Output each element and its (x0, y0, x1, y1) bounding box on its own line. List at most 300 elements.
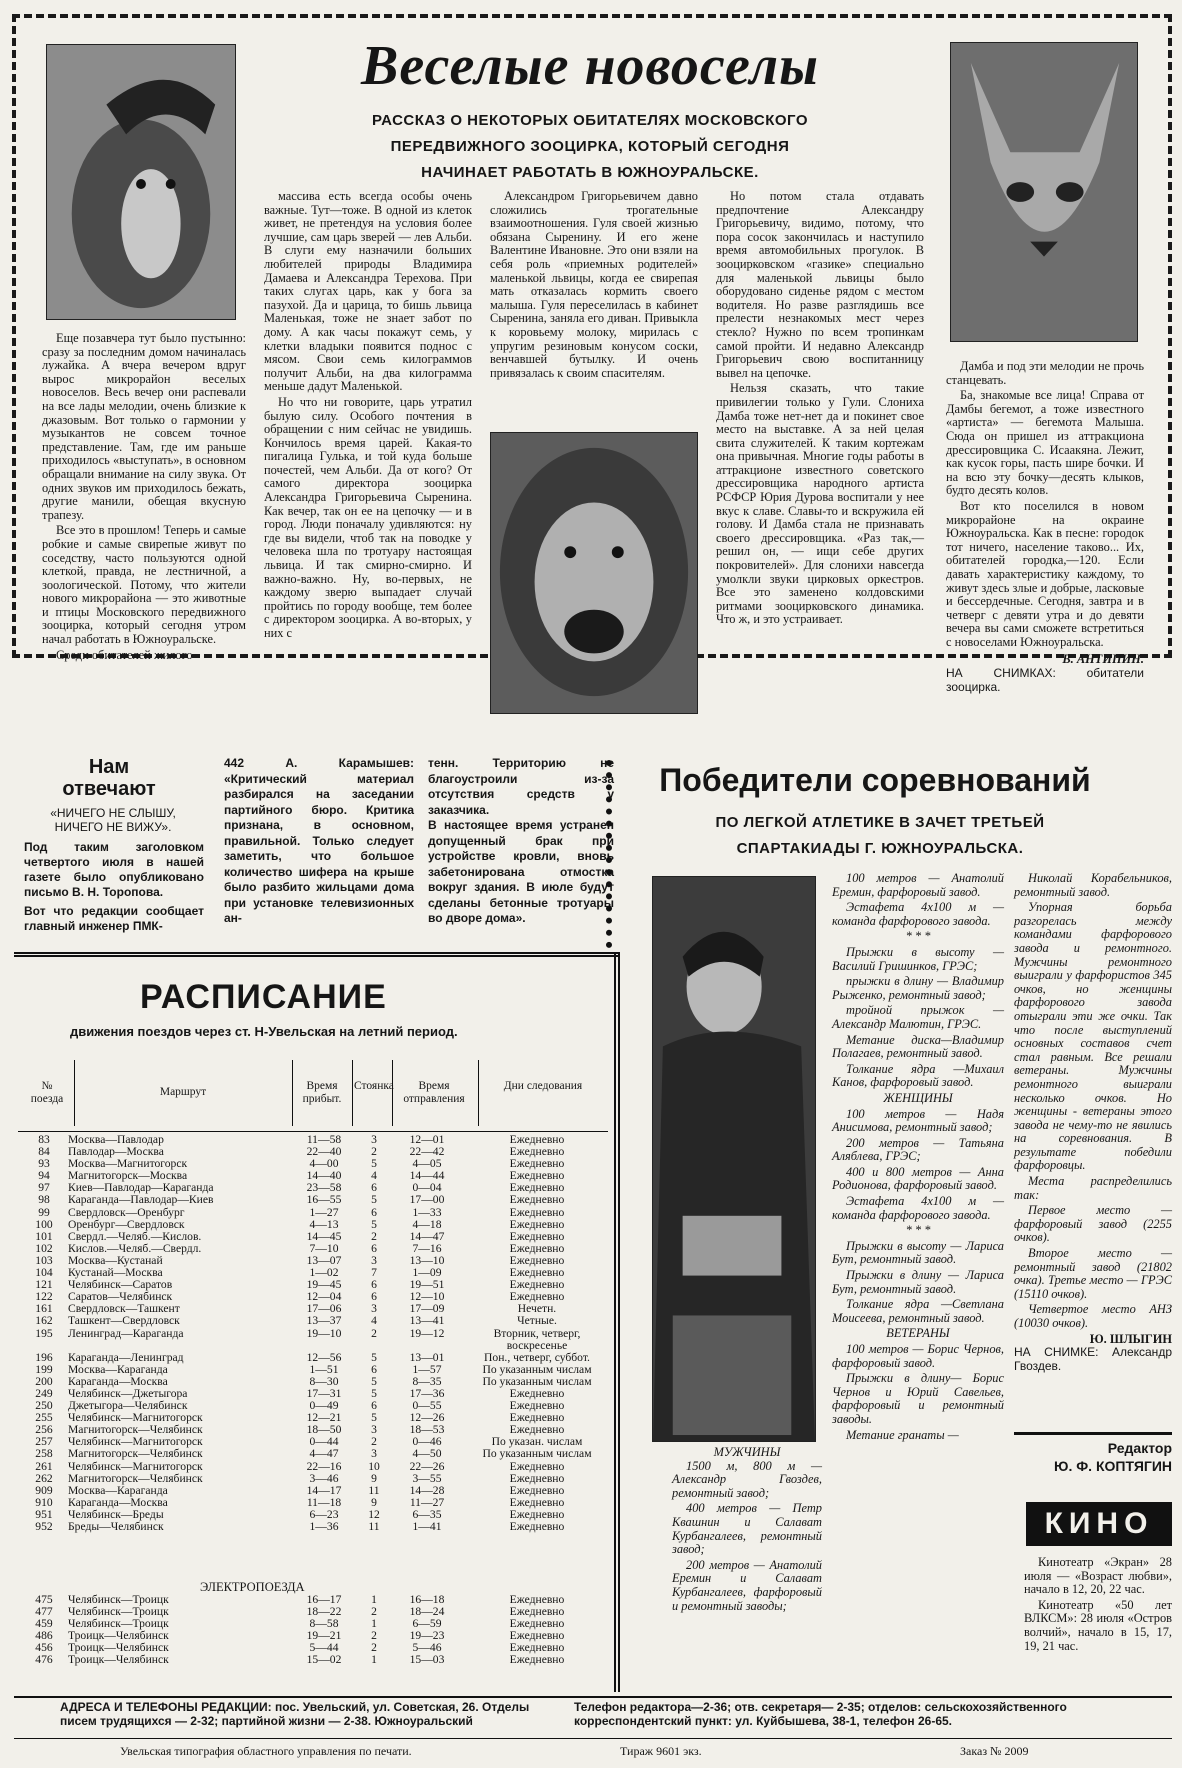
stop-minutes: 2 (371, 1229, 377, 1243)
footer-printer: Увельская типография областного управления по печати. (120, 1744, 412, 1758)
stop-minutes: 6 (371, 1362, 377, 1376)
route: Джетыгора—Челябинск (68, 1399, 188, 1413)
reply-quote: «НИЧЕГО НЕ СЛЫШУ, НИЧЕГО НЕ ВИЖУ». (50, 806, 176, 834)
zoo-article-col1 (42, 331, 246, 662)
departure-time: 1—57 (412, 1362, 442, 1376)
editor-label: Редактор (1107, 1440, 1172, 1456)
train-number: 98 (38, 1193, 50, 1207)
stop-minutes: 11 (368, 1483, 380, 1497)
departure-time: 13—01 (409, 1350, 445, 1364)
train-number: 93 (38, 1157, 50, 1171)
result: 100 метров — Анатолий Еремин, фарфоровый завод. (832, 871, 1004, 899)
schedule-table (22, 1134, 612, 1533)
train-number: 84 (38, 1145, 50, 1159)
reply-head1: Нам (88, 756, 130, 778)
days: Ежедневно (509, 1253, 565, 1267)
arrival-time: 1—36 (309, 1520, 339, 1533)
header-days: Дни следования (503, 1080, 583, 1092)
sports-colA (672, 1446, 822, 1686)
train-number: 951 (35, 1507, 53, 1521)
route: Свердл.—Челяб.—Кислов. (68, 1229, 202, 1243)
stop-minutes: 4 (371, 1169, 377, 1183)
subtitle-line: ПЕРЕДВИЖНОГО ЗООЦИРКА, КОТОРЫЙ СЕГОДНЯ (390, 138, 790, 155)
result: 400 метров — Петр Квашнин и Салават Курбангалеев, ремонтный завод; (672, 1501, 822, 1557)
electric-table-wrap (22, 1594, 612, 1676)
arrival-time: 14—40 (306, 1169, 342, 1183)
departure-time: 11—27 (409, 1495, 445, 1509)
stop-minutes: 1 (371, 1617, 377, 1631)
stop-minutes: 6 (371, 1290, 377, 1304)
zoo-article-title: Веселые новоселы (360, 35, 820, 97)
days: По указанным числам (482, 1362, 592, 1376)
schedule-row (22, 1654, 612, 1666)
train-number: 100 (35, 1217, 53, 1231)
days: Ежедневно (509, 1266, 565, 1280)
departure-time: 19—12 (409, 1326, 445, 1340)
days: Ежедневно (509, 1241, 565, 1255)
stop-minutes: 7 (371, 1266, 377, 1280)
schedule-right-rule (614, 952, 620, 1692)
days: Ежедневно (509, 1145, 565, 1159)
route: Челябинск—Троицк (68, 1605, 169, 1619)
arrival-time: 8—30 (309, 1374, 339, 1388)
route: Троицк—Челябинск (68, 1653, 169, 1667)
divider-stars: * * * (905, 1223, 931, 1238)
header-route: Маршрут (159, 1086, 207, 1098)
paragraph: Среди обитателей жилого (56, 647, 193, 662)
result: тройной прыжок — Александр Малютин, ГРЭС. (832, 1003, 1004, 1031)
departure-time: 19—51 (409, 1278, 445, 1292)
departure-time: 0—04 (412, 1181, 442, 1195)
days: Ежедневно (509, 1483, 565, 1497)
route: Магнитогорск—Москва (68, 1169, 188, 1183)
electric-label: ЭЛЕКТРОПОЕЗДА (200, 1580, 305, 1594)
stop-minutes: 3 (371, 1423, 377, 1437)
arrival-time: 22—40 (306, 1145, 342, 1159)
days: Четные. (517, 1314, 557, 1328)
days: Вторник, четверг, воскресенье (493, 1326, 581, 1352)
route: Кустанай—Москва (68, 1266, 163, 1280)
runner-photo (652, 876, 816, 1442)
arrival-time: 4—13 (309, 1217, 339, 1231)
train-number: 909 (35, 1483, 53, 1497)
route: Челябинск—Магнитогорск (68, 1435, 203, 1449)
departure-time: 17—09 (409, 1302, 445, 1316)
departure-time: 14—47 (409, 1229, 445, 1243)
days: Ежедневно (509, 1653, 565, 1667)
route: Челябинск—Джетыгора (68, 1386, 188, 1400)
schedule-row (22, 1485, 612, 1497)
route: Караганда—Москва (68, 1374, 168, 1388)
header-divider (352, 1060, 353, 1126)
route: Магнитогорск—Челябинск (68, 1471, 203, 1485)
stop-minutes: 6 (371, 1278, 377, 1292)
arrival-time: 19—45 (306, 1278, 342, 1292)
days: Ежедневно (509, 1617, 565, 1631)
paragraph: Упорная борьба разгорелась между командами фарфорового завода и ремонтного. Мужчины ремонтного выиграли у фарфористов 345 очков, но женщины фарфорового завода отыграли эти же очки. Так что после выступлений основных составов счет стал равным. Все решали ветераны. Мужчины ремонтного выиграли несколько очков. Но женщины - ветераны этого завода не чему-то не явились на соревнования. В результате победили фарфоровцы. (1014, 900, 1172, 1173)
schedule-row (22, 1207, 612, 1219)
zoo-article-col3 (490, 190, 698, 426)
stop-minutes: 2 (371, 1435, 377, 1449)
footer-rule (14, 1696, 1172, 1698)
departure-time: 0—55 (412, 1399, 442, 1413)
schedule-subtitle: движения поездов через ст. Н-Увельская на летний период. (70, 1024, 458, 1039)
schedule-header (18, 1054, 608, 1132)
route: Магнитогорск—Челябинск (68, 1447, 203, 1461)
sports-title: Победители соревнований (659, 762, 1091, 798)
train-number: 122 (35, 1290, 53, 1304)
train-number: 258 (35, 1447, 53, 1461)
reply-dotted-rule (606, 760, 612, 948)
subtitle-line: РАССКАЗ О НЕКОТОРЫХ ОБИТАТЕЛЯХ МОСКОВСКОГО (371, 112, 809, 129)
arrival-time: 18—50 (306, 1423, 342, 1437)
stop-minutes: 5 (371, 1374, 377, 1388)
section-label: ЖЕНЩИНЫ (883, 1090, 953, 1105)
arrival-time: 14—17 (306, 1483, 342, 1497)
train-number: 255 (35, 1411, 53, 1425)
route: Оренбург—Свердловск (68, 1217, 185, 1231)
sports-signature: Ю. ШЛЫГИН (1089, 1331, 1172, 1346)
train-number: 196 (35, 1350, 53, 1364)
train-number: 161 (35, 1302, 53, 1316)
stop-minutes: 1 (371, 1593, 377, 1606)
days: По указанным числам (482, 1374, 592, 1388)
zoo-article-subtitle (280, 108, 900, 186)
kino-listings (1024, 1556, 1172, 1696)
days: Ежедневно (509, 1459, 565, 1473)
arrival-time: 1—51 (309, 1362, 339, 1376)
paragraph: Александром Григорьевичем давно сложились трогательные взаимоотношения. Гуля своей жизнью обязана Сыренину. И его жене Валентине Ивановне. Это они взяли на себя роль «приемных родителей» маленькой львицы, когда ее свирепая мать отказалась кормить своего малыша. Гуля переселилась в кабинет Сыренина, заняла его диван. Привыкла к коровьему молоку, мирилась с упругим резиновым конусом соски, венчавшей бутылку. И очень привязалась к своим спасителям. (490, 189, 698, 380)
runner-photo-image (653, 877, 815, 1441)
route: Троицк—Челябинск (68, 1641, 169, 1655)
stop-minutes: 3 (371, 1302, 377, 1316)
train-number: 486 (35, 1629, 53, 1643)
arrival-time: 17—31 (306, 1386, 342, 1400)
departure-time: 7—16 (412, 1241, 442, 1255)
train-number: 97 (38, 1181, 50, 1195)
train-number: 476 (35, 1653, 53, 1667)
train-number: 250 (35, 1399, 53, 1413)
departure-time: 6—35 (412, 1507, 442, 1521)
departure-time: 18—53 (409, 1423, 445, 1437)
footer-tirazh: Тираж 9601 экз. (620, 1744, 702, 1758)
reply-right1: тенн. Территорию не благоустроили из-за отсутствия средств у заказчика. (428, 756, 614, 817)
stop-minutes: 3 (371, 1133, 377, 1146)
train-number: 162 (35, 1314, 53, 1328)
goat-photo (46, 44, 236, 320)
zoo-article-col2 (264, 190, 472, 732)
route: Челябинск—Троицк (68, 1617, 169, 1631)
route: Челябинск—Магнитогорск (68, 1459, 203, 1473)
route: Челябинск—Магнитогорск (68, 1411, 203, 1425)
days: Ежедневно (509, 1411, 565, 1425)
electric-table (22, 1594, 612, 1667)
result: Метание гранаты — (846, 1427, 959, 1442)
days: Пон., четверг, суббот. (484, 1350, 590, 1364)
departure-time: 14—44 (409, 1169, 445, 1183)
result: Прыжки в длину— Борис Чернов и Юрий Савельев, фарфоровый и ремонтный заводы. (832, 1371, 1004, 1426)
departure-time: 19—23 (409, 1629, 445, 1643)
stop-minutes: 5 (371, 1386, 377, 1400)
paragraph: Еще позавчера тут было пустынно: сразу за последним домом начиналась лужайка. А вчера вечером вдруг вырос микрорайон веселых новоселов. Весь вечер они распевали на все лады мелодии, очень близкие к джазовым. Вот только о гармонии у музыкантов не совсем точное представление. Там, где им раньше приходилось «выступать», в основном обращали внимание на силу звука. От одних звуков им приходилось бежать, другие манили, обещая вкусную трапезу. (42, 331, 246, 522)
lynx-photo (950, 42, 1138, 342)
days: Ежедневно (509, 1169, 565, 1183)
arrival-time: 12—56 (306, 1350, 342, 1364)
days: Ежедневно (509, 1217, 565, 1231)
days: Ежедневно (509, 1399, 565, 1413)
placing: Первое место — фарфоровый завод (2255 очков). (1014, 1203, 1172, 1245)
days: Ежедневно (509, 1593, 565, 1606)
train-number: 103 (35, 1253, 53, 1267)
stop-minutes: 2 (371, 1605, 377, 1619)
train-number: 910 (35, 1495, 53, 1509)
departure-time: 0—46 (412, 1435, 442, 1449)
reply-right2: В настоящее время устранен допущенный брак при устройстве кровли, вновь забетонирована отмостка вокруг здания. В июле будут сделаны бетонные тротуары во дворе дома». (428, 818, 614, 925)
result: Прыжки в высоту — Василий Гришинков, ГРЭС; (832, 944, 1004, 973)
days: Ежедневно (509, 1495, 565, 1509)
route: Караганда—Москва (68, 1495, 168, 1509)
days: По указанным числам (482, 1447, 592, 1461)
departure-time: 4—50 (412, 1447, 442, 1461)
schedule-row (22, 1448, 612, 1460)
editor-name: Ю. Ф. КОПТЯГИН (1054, 1458, 1172, 1474)
result: Николай Корабельников, ремонтный завод. (1014, 871, 1172, 899)
footer-addr: АДРЕСА И ТЕЛЕФОНЫ РЕДАКЦИИ: пос. Увельский, ул. Советская, 26. Отделы писем трудящихся — 2-32; партийной жизни — 2-38. Южноуральский (60, 1700, 530, 1728)
train-number: 195 (35, 1326, 53, 1340)
days: Ежедневно (509, 1229, 565, 1243)
stop-minutes: 6 (371, 1181, 377, 1195)
subtitle-line: СПАРТАКИАДЫ Г. ЮЖНОУРАЛЬСКА. (736, 840, 1024, 857)
footer-phones: Телефон редактора—2-36; отв. секретаря— 2-35; отделов: сельскохозяйственного корреспондентский пункт: ул. Куйбышева, 38-1, телефон 26-65. (574, 1700, 1067, 1728)
departure-time: 16—18 (409, 1593, 445, 1606)
reply-intro2: Вот что редакции сообщает главный инженер ПМК- (24, 904, 204, 933)
arrival-time: 11—18 (306, 1495, 342, 1509)
schedule-row (22, 1352, 612, 1364)
departure-time: 13—41 (409, 1314, 445, 1328)
arrival-time: 7—10 (309, 1241, 339, 1255)
train-number: 99 (38, 1205, 50, 1219)
days: Ежедневно (509, 1629, 565, 1643)
arrival-time: 12—04 (306, 1290, 342, 1304)
days: Ежедневно (509, 1205, 565, 1219)
result: Метание диска—Владимир Полагаев, ремонтный завод. (832, 1032, 1004, 1061)
route: Москва—Караганда (68, 1483, 168, 1497)
days: Ежедневно (509, 1423, 565, 1437)
days: Ежедневно (509, 1157, 565, 1171)
paragraph: Нельзя сказать, что такие привилегии только у Гули. Слониха Дамба тоже нет-нет да и покинет свое место на выставке. А за ней целая свита служителей. К таким кортежам она привычная. Многие годы работы в аттракционе известного советского дрессировщика народного артиста РСФСР Юрия Дурова воспитали у нее вкус к славе. Славы-то и вскружила ей голову. И Дамба стала не признавать своего дрессировщика. «Раз так,—решил он, — ищи себе других покровителей». Для слонихи навсегда умолкли звуки цирковых оркестров. Все это заменено колдовскими ритмами зооцирковского динамика. Что ж, и это устраивает. (716, 381, 924, 627)
days: Ежедневно (509, 1193, 565, 1207)
arrival-time: 0—49 (309, 1399, 339, 1413)
stop-minutes: 9 (371, 1471, 377, 1485)
days: Ежедневно (509, 1290, 565, 1304)
departure-time: 13—10 (409, 1253, 445, 1267)
footer-order: Заказ № 2009 (960, 1744, 1029, 1758)
header-arr: Время прибыт. (302, 1080, 342, 1105)
arrival-time: 16—17 (306, 1593, 342, 1606)
paragraph: Все это в прошлом! Теперь и самые робкие и самые свирепые живут по соседству, часто пользуются одной клеткой, правда, не лестничной, а зоологической. Потому, что жители нового микрорайона — это животные и птицы Московского передвижного зооцирка, который сегодня утром начал работать в Южноуральске. (42, 523, 246, 647)
schedule-row (22, 1194, 612, 1206)
stop-minutes: 2 (371, 1641, 377, 1655)
arrival-time: 19—10 (306, 1326, 342, 1340)
result: Прыжки в высоту — Лариса Бут, ремонтный завод. (832, 1238, 1004, 1267)
reply-head2: отвечают (62, 778, 156, 800)
train-number: 199 (35, 1362, 53, 1376)
arrival-time: 4—00 (309, 1157, 339, 1171)
train-number: 952 (35, 1520, 53, 1533)
train-number: 256 (35, 1423, 53, 1437)
arrival-time: 12—21 (306, 1411, 342, 1425)
paragraph: Места распределились так: (1014, 1174, 1172, 1202)
route: Москва—Караганда (68, 1362, 168, 1376)
train-number: 261 (35, 1459, 53, 1473)
route: Караганда—Ленинград (68, 1350, 184, 1364)
arrival-time: 0—44 (309, 1435, 339, 1449)
train-number: 83 (38, 1133, 50, 1146)
kino-text: Кинотеатр «Экран» 28 июля — «Возраст любви», начало в 12, 20, 22 час. (1024, 1555, 1172, 1597)
header-divider (392, 1060, 393, 1126)
route: Бреды—Челябинск (68, 1520, 164, 1533)
route: Свердловск—Ташкент (68, 1302, 180, 1316)
stop-minutes: 12 (368, 1507, 380, 1521)
route: Троицк—Челябинск (68, 1629, 169, 1643)
departure-time: 4—18 (412, 1217, 442, 1231)
kino-text: Кинотеатр «50 лет ВЛКСМ»: 28 июля «Остров волчий», начало в 15, 17, 19, 21 час. (1024, 1597, 1172, 1653)
result: 400 и 800 метров — Анна Родионова, фарфоровый завод. (832, 1164, 1004, 1193)
arrival-time: 16—55 (306, 1193, 342, 1207)
stop-minutes: 3 (371, 1253, 377, 1267)
stop-minutes: 5 (371, 1411, 377, 1425)
paragraph: Но потом стала отдавать предпочтение Александру Григорьевичу, видимо, потому, что пора сосок закончилась и наступило время автомобильных прогулок. В зооцирковском «газике» специально для маленькой львицы было оборудовано сиденье рядом с местом водителя. Но разве разглядишь все прелести незнакомых мест через стекло? Нужно по всем тропинкам самой пройти. И недавно Александр Григорьевич свою воспитанницу вывел на цепочке. (716, 189, 924, 380)
departure-time: 1—09 (412, 1266, 442, 1280)
section-label: ВЕТЕРАНЫ (886, 1326, 950, 1341)
schedule-top-rule (14, 952, 620, 957)
departure-time: 1—41 (412, 1520, 442, 1533)
departure-time: 12—10 (409, 1290, 445, 1304)
result: Толкание ядра —Светлана Моисеева, ремонтный завод. (832, 1297, 1004, 1325)
train-number: 102 (35, 1241, 53, 1255)
departure-time: 1—33 (412, 1205, 442, 1219)
route: Караганда—Павлодар—Киев (68, 1193, 214, 1207)
days: Нечетн. (517, 1302, 557, 1316)
arrival-time: 13—37 (306, 1314, 342, 1328)
days: Ежедневно (509, 1641, 565, 1655)
paragraph: Дамба и под эти мелодии не прочь станцевать. (946, 359, 1144, 387)
train-number: 121 (35, 1278, 53, 1292)
route: Саратов—Челябинск (68, 1290, 173, 1304)
train-number: 200 (35, 1374, 53, 1388)
lion-photo-image (491, 433, 697, 713)
editor-rule (1014, 1432, 1172, 1435)
schedule-row (22, 1521, 612, 1533)
stop-minutes: 2 (371, 1326, 377, 1340)
departure-time: 5—46 (412, 1641, 442, 1655)
route: Кислов.—Челяб.—Свердл. (68, 1241, 202, 1255)
result: 200 метров — Татьяна Аляблева, ГРЭС; (832, 1135, 1004, 1164)
route: Ленинград—Караганда (68, 1326, 184, 1340)
train-number: 101 (35, 1229, 53, 1243)
schedule-row (22, 1219, 612, 1231)
sports-caption: НА СНИМКЕ: Александр Гвоздев. (1014, 1345, 1172, 1373)
schedule-table-wrap (22, 1134, 612, 1548)
route: Москва—Павлодар (68, 1133, 164, 1146)
paragraph: Ба, знакомые все лица! Справа от Дамбы бегемот, а тоже известного «артиста» — бегемота Малыша. Сюда он пришел из аттракциона дрессировщика С. Исаакяна. Лежит, как кусок горы, пасть шире бочки. И на всю эту бочку—десять клыков, будто десять колов. (946, 388, 1144, 498)
schedule-title: РАСПИСАНИЕ (140, 978, 387, 1016)
zoo-article-caption: НА СНИМКАХ: обитатели зооцирка. (946, 666, 1144, 694)
train-number: 94 (38, 1169, 50, 1183)
departure-time: 12—01 (409, 1133, 445, 1146)
departure-time: 22—26 (409, 1459, 445, 1473)
photo-caption: МУЖЧИНЫ (713, 1445, 781, 1459)
result: Толкание ядра —Михаил Канов, фарфоровый завод. (832, 1061, 1004, 1090)
days: Ежедневно (509, 1507, 565, 1521)
goat-photo-image (47, 45, 235, 319)
route: Москва—Кустанай (68, 1253, 163, 1267)
result: 100 метров — Надя Анисимова, ремонтный завод; (832, 1106, 1004, 1135)
stop-minutes: 5 (371, 1193, 377, 1207)
paragraph: Но что ни говорите, царь утратил былую силу. Особого почтения в обращении с ним сейчас не увидишь. Кончилось время царей. Какая-то пигалица Гулька, и той куда больше почестей, чем Альби. Да от кого? От самого директора зооцирка Александра Григорьевича Сыренина. Как вечер, так он ее на цепочку — и в город. Люди поначалу удивляются: ну где вы видели, чтоб так на поводке у человека шла по тротуару настоящая львица. И так смирно-смирно. И важно-важно. Ну, во-первых, не каждому зверю выпадает случай пройтись по городу вообще, тем более с директором зооцирка. А во-вторых, у них с (264, 394, 472, 640)
departure-time: 4—05 (412, 1157, 442, 1171)
stop-minutes: 1 (371, 1653, 377, 1667)
subtitle-line: ПО ЛЕГКОЙ АТЛЕТИКЕ В ЗАЧЕТ ТРЕТЬЕЙ (715, 814, 1045, 831)
header-divider (74, 1060, 75, 1126)
header-dep: Время отправления (403, 1080, 465, 1105)
arrival-time: 3—46 (309, 1471, 339, 1485)
schedule-row (22, 1461, 612, 1473)
result: 1500 м, 800 м — Александр Гвоздев, ремонтный завод; (672, 1458, 822, 1500)
arrival-time: 5—44 (309, 1641, 339, 1655)
result: прыжки в длину — Владимир Рыженко, ремонтный завод; (832, 974, 1004, 1002)
stop-minutes: 5 (371, 1157, 377, 1171)
days: По указан. числам (491, 1435, 583, 1449)
departure-time: 18—24 (409, 1605, 445, 1619)
arrival-time: 4—47 (309, 1447, 339, 1461)
stop-minutes: 2 (371, 1629, 377, 1643)
days: Ежедневно (509, 1133, 565, 1146)
arrival-time: 17—06 (306, 1302, 342, 1316)
reply-intro: Под таким заголовком четвертого июля в нашей газете было опубликовано письмо В. Н. Торопова. (24, 840, 204, 899)
departure-time: 3—55 (412, 1471, 442, 1485)
result: Эстафета 4х100 м — команда фарфорового завода. (832, 1194, 1004, 1222)
arrival-time: 1—02 (309, 1266, 339, 1280)
departure-time: 14—28 (409, 1483, 445, 1497)
result: Эстафета 4х100 м — команда фарфорового завода. (832, 900, 1004, 928)
route: Павлодар—Москва (68, 1145, 164, 1159)
days: Ежедневно (509, 1386, 565, 1400)
subtitle-line: НАЧИНАЕТ РАБОТАТЬ В ЮЖНОУРАЛЬСКЕ. (421, 164, 759, 181)
train-number: 262 (35, 1471, 53, 1485)
arrival-time: 18—22 (306, 1605, 342, 1619)
header-stop: Стоянка (354, 1080, 394, 1092)
stop-minutes: 3 (371, 1447, 377, 1461)
departure-time: 12—26 (409, 1411, 445, 1425)
stop-minutes: 9 (371, 1495, 377, 1509)
arrival-time: 6—23 (309, 1507, 339, 1521)
divider-stars: * * * (905, 929, 931, 944)
departure-time: 22—42 (409, 1145, 445, 1159)
route: Киев—Павлодар—Караганда (68, 1181, 214, 1195)
arrival-time: 14—45 (306, 1229, 342, 1243)
footer-bottom-rule (14, 1738, 1172, 1739)
arrival-time: 13—07 (306, 1253, 342, 1267)
route: Челябинск—Бреды (68, 1507, 164, 1521)
electric-rows (22, 1594, 612, 1667)
train-number: 477 (35, 1605, 53, 1619)
kino-banner: КИНО (1026, 1502, 1172, 1546)
arrival-time: 19—21 (306, 1629, 342, 1643)
stop-minutes: 6 (371, 1399, 377, 1413)
header-divider (478, 1060, 479, 1126)
result: 200 метров — Анатолий Еремин и Салават Курбангалеев, фарфоровый и ремонтный заводы; (672, 1557, 822, 1613)
